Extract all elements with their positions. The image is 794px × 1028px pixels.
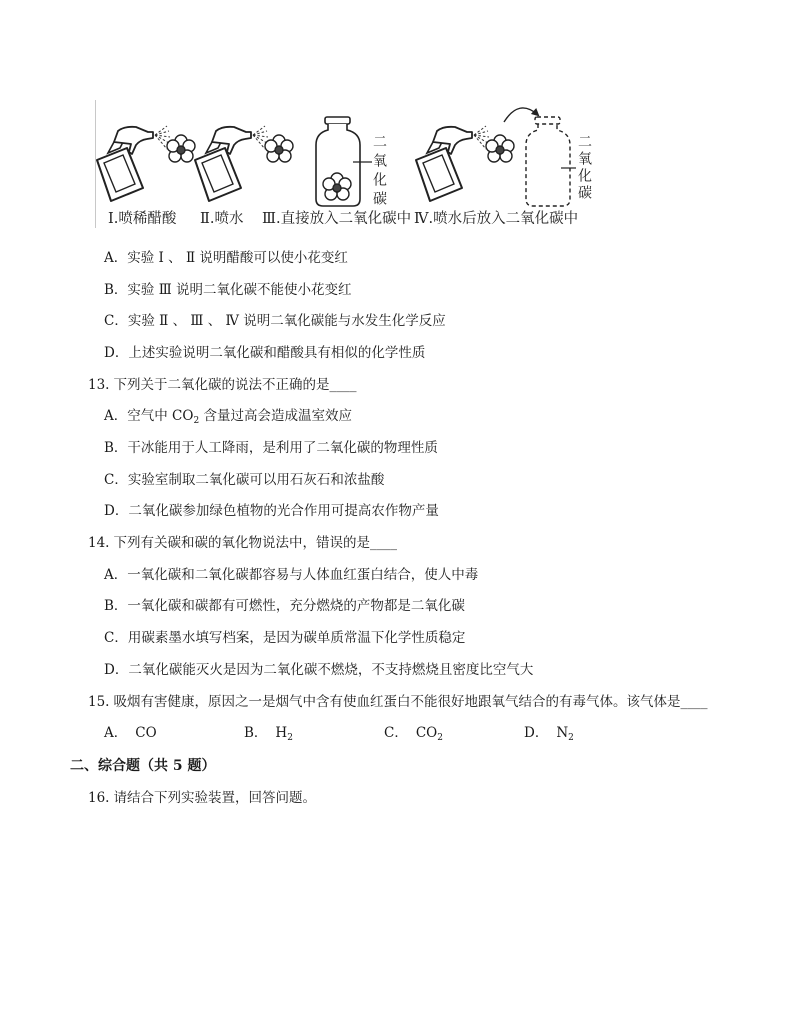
- subscript: 2: [437, 733, 443, 743]
- option-text: 上述实验说明二氧化碳和醋酸具有相似的化学性质: [128, 345, 426, 361]
- option-label: A．: [104, 250, 128, 266]
- spray-bottle-4: [416, 127, 472, 201]
- figure-caption-4: Ⅳ.喷水后放入二氧化碳中: [414, 211, 579, 227]
- question-number: 13.: [88, 377, 110, 393]
- q14-option-b: [104, 597, 465, 615]
- q12-option-b: [104, 281, 352, 299]
- q15-option-a: [104, 724, 157, 742]
- paper-flower-1: [167, 135, 195, 162]
- q14-stem: [88, 534, 397, 552]
- q12-option-a: [104, 249, 348, 267]
- jar-label-4: 二氧化碳: [576, 134, 592, 202]
- option-label: B．: [104, 598, 128, 614]
- option-label: A．: [104, 567, 128, 583]
- subscript: 2: [287, 733, 293, 743]
- q15-options-row: [0, 724, 794, 742]
- option-text-after: 含量过高会造成温室效应: [199, 408, 352, 424]
- figure-caption-3: Ⅲ.直接放入二氧化碳中: [262, 211, 412, 227]
- option-label: B．: [104, 440, 128, 456]
- option-label: A．: [104, 725, 128, 741]
- answer-blank: ____: [680, 694, 708, 710]
- option-label: B．: [244, 725, 268, 741]
- question-number: 14.: [88, 535, 110, 551]
- q15-stem: [88, 693, 707, 711]
- question-text: 请结合下列实验装置，回答问题。: [113, 790, 316, 806]
- option-label: C．: [104, 630, 128, 646]
- option-label: A．: [104, 408, 128, 424]
- option-label: B．: [104, 282, 128, 298]
- section-heading: 二、综合题（共 5 题）: [70, 758, 216, 774]
- option-label: C．: [104, 313, 128, 329]
- option-text: 用碳素墨水填写档案，是因为碳单质常温下化学性质稳定: [127, 630, 466, 646]
- jar-label-3: 二氧化碳: [371, 134, 387, 210]
- q13-option-a: [104, 407, 352, 425]
- answer-blank: ____: [369, 535, 397, 551]
- question-number: 15.: [88, 694, 110, 710]
- question-text: 下列关于二氧化碳的说法不正确的是: [113, 377, 330, 393]
- q12-option-d: [104, 344, 425, 362]
- option-text: 干冰能用于人工降雨，是利用了二氧化碳的物理性质: [127, 440, 438, 456]
- q14-option-c: [104, 629, 465, 647]
- option-formula: CO: [135, 725, 157, 741]
- option-text: 二氧化碳参加绿色植物的光合作用可提高农作物产量: [128, 503, 439, 519]
- figure-caption-2: Ⅱ.喷水: [200, 211, 244, 227]
- option-text: 实验 Ⅲ 说明二氧化碳不能使小花变红: [127, 282, 352, 298]
- subscript: 2: [193, 416, 200, 426]
- q13-option-b: [104, 439, 438, 457]
- q15-option-b: [244, 724, 293, 742]
- paper-flower-2: [265, 135, 293, 162]
- experiment-figure-art: [95, 100, 595, 232]
- option-text: 实验 Ⅰ 、 Ⅱ 说明醋酸可以使小花变红: [127, 250, 348, 266]
- option-text: 实验 Ⅱ 、 Ⅲ 、 Ⅳ 说明二氧化碳能与水发生化学反应: [127, 313, 446, 329]
- question-text: 下列有关碳和碳的氧化物说法中，错误的是: [113, 535, 370, 551]
- option-text: 一氧化碳和二氧化碳都容易与人体血红蛋白结合，使人中毒: [127, 567, 479, 583]
- subscript: 2: [568, 733, 574, 743]
- option-label: D．: [524, 725, 549, 741]
- q16-stem: [88, 789, 316, 807]
- q14-option-d: [104, 661, 533, 679]
- q13-option-d: [104, 502, 439, 520]
- option-label: D．: [104, 345, 129, 361]
- transfer-arrow: [504, 108, 538, 122]
- paper-flower-4: [486, 135, 514, 162]
- option-formula: N: [556, 725, 569, 741]
- option-label: D．: [104, 503, 129, 519]
- question-number: 16.: [88, 790, 110, 806]
- figure-caption-1: Ⅰ.喷稀醋酸: [108, 211, 177, 227]
- option-label: D．: [104, 662, 129, 678]
- q12-option-c: [104, 312, 446, 330]
- option-label: C．: [384, 725, 408, 741]
- question-text: 吸烟有害健康，原因之一是烟气中含有使血红蛋白不能很好地跟氧气结合的有毒气体。该气体是: [113, 694, 681, 710]
- experiment-figure: [95, 100, 595, 232]
- option-text: 二氧化碳能灭火是因为二氧化碳不燃烧，不支持燃烧且密度比空气大: [128, 662, 534, 678]
- q13-option-c: [104, 471, 384, 489]
- q13-stem: [88, 376, 356, 394]
- option-formula: H: [275, 725, 288, 741]
- option-text: 空气中 CO: [127, 408, 194, 424]
- spray-bottle-2: [195, 127, 251, 201]
- option-label: C．: [104, 472, 128, 488]
- answer-blank: ____: [329, 377, 357, 393]
- spray-bottle-1: [97, 127, 153, 201]
- option-text: 一氧化碳和碳都有可燃性，充分燃烧的产物都是二氧化碳: [127, 598, 465, 614]
- q15-option-c: [384, 724, 443, 742]
- option-text: 实验室制取二氧化碳可以用石灰石和浓盐酸: [127, 472, 385, 488]
- option-formula: CO: [415, 725, 438, 741]
- q15-option-d: [524, 724, 574, 742]
- gas-jar-4-dashed: [526, 117, 570, 206]
- q14-option-a: [104, 566, 478, 584]
